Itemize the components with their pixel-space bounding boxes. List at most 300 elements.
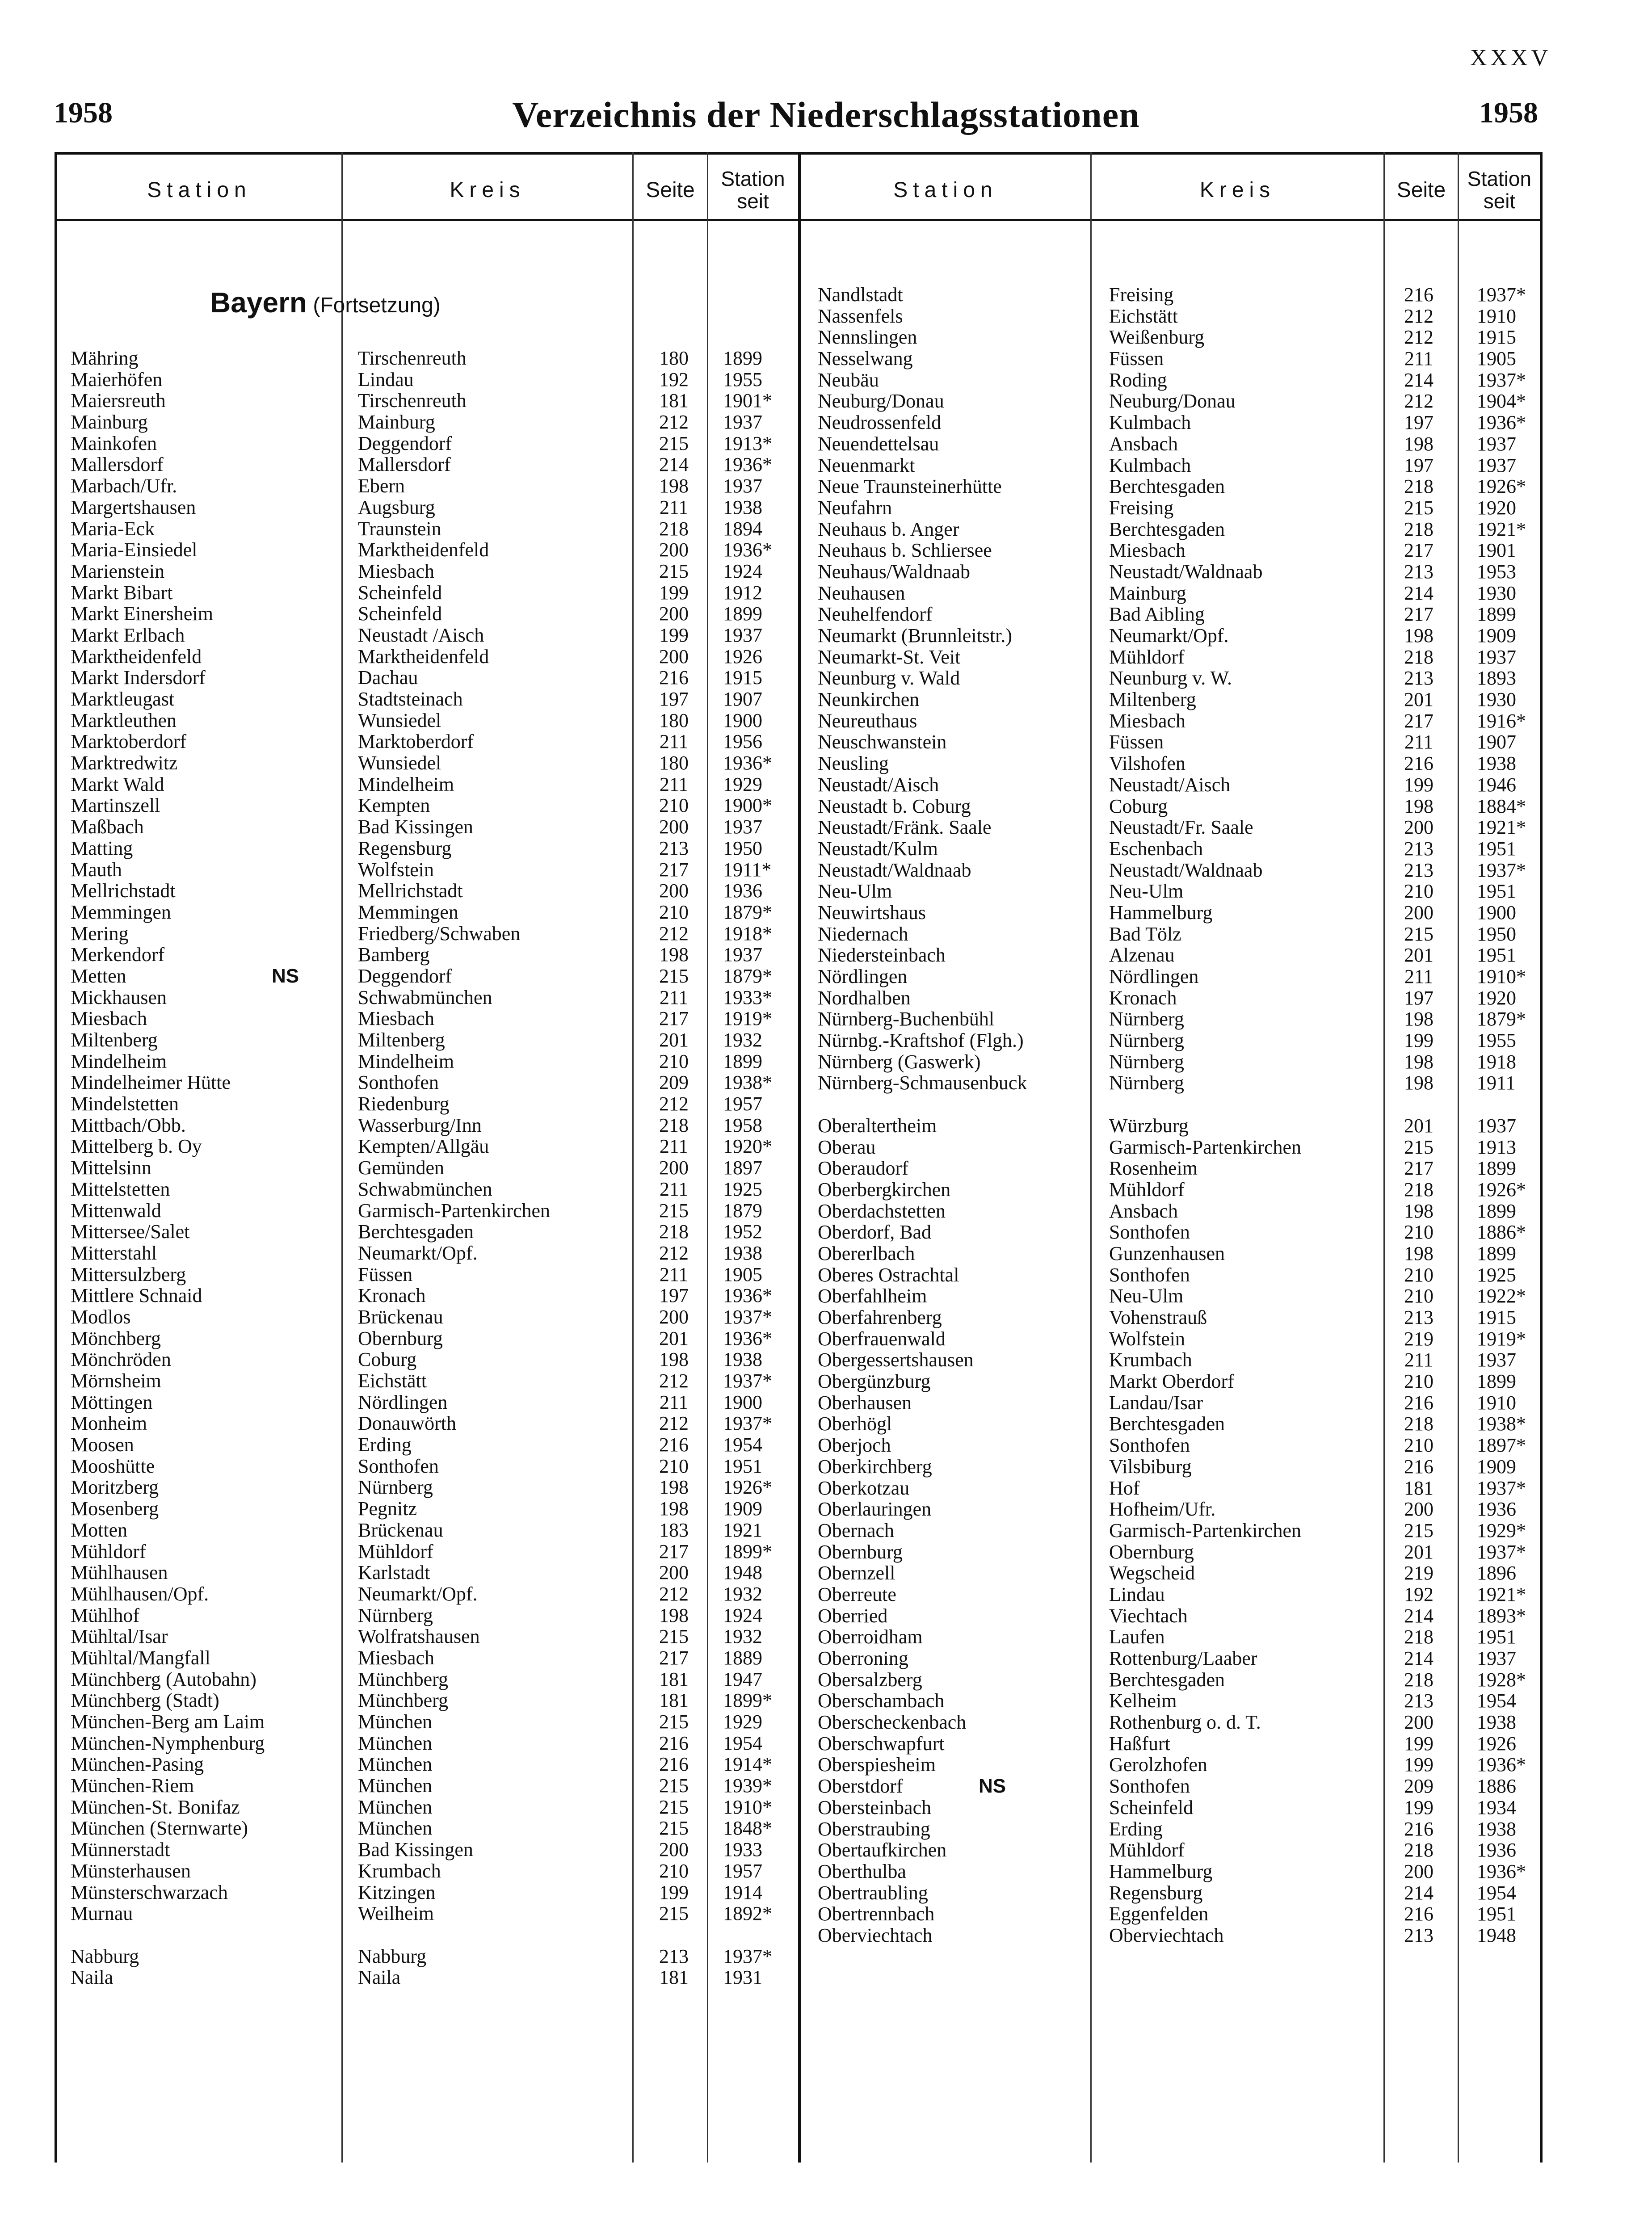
seite-value: 210: [659, 1455, 689, 1477]
table-row: [71, 731, 790, 752]
table-row: [71, 1839, 790, 1860]
station-name: Münchberg (Stadt): [71, 1689, 219, 1712]
seite-value: 210: [659, 1050, 689, 1072]
station-name: Mittlere Schnaid: [71, 1285, 202, 1307]
seite-value: 200: [659, 645, 689, 668]
kreis-name: Münchberg: [358, 1689, 449, 1712]
kreis-name: Deggendorf: [358, 965, 452, 987]
kreis-name: Neuburg/Donau: [1109, 390, 1236, 412]
seite-value: 212: [659, 922, 689, 945]
station-name: Neuwirtshaus: [818, 901, 926, 924]
kreis-name: München: [358, 1796, 433, 1818]
page-number: XXXV: [1470, 45, 1552, 71]
station-name: München-Berg am Laim: [71, 1711, 265, 1733]
seite-value: 209: [1404, 1775, 1433, 1797]
station-name: Oberroidham: [818, 1626, 923, 1648]
station-list-right: [818, 284, 1542, 1946]
station-name: Neufahrn: [818, 496, 892, 519]
seite-value: 215: [659, 432, 689, 454]
seite-value: 200: [659, 1306, 689, 1328]
station-name: Oberhögl: [818, 1413, 892, 1435]
station-name: München (Sternwarte): [71, 1817, 248, 1839]
column-header-station-seit: [708, 161, 798, 219]
station-name: Nürnberg-Buchenbühl: [818, 1008, 995, 1030]
kreis-name: Kempten: [358, 794, 430, 817]
seite-value: 200: [659, 539, 689, 561]
station-seit-value: 1918*: [723, 922, 772, 945]
table-row: [71, 1498, 790, 1520]
station-name: Markt Indersdorf: [71, 667, 206, 689]
station-seit-value: 1921*: [1477, 518, 1526, 540]
station-seit-value: 1920: [1477, 496, 1516, 519]
table-row: [71, 1541, 790, 1562]
station-seit-value: 1939*: [723, 1775, 772, 1797]
station-seit-value: 1951: [723, 1455, 762, 1477]
station-name: Maiersreuth: [71, 390, 166, 412]
table-row: [71, 1860, 790, 1882]
kreis-name: Hof: [1109, 1477, 1140, 1499]
table-row: [71, 667, 790, 689]
station-name: Oberreute: [818, 1583, 896, 1605]
station-seit-value: 1921*: [1477, 816, 1526, 839]
kreis-name: München: [358, 1753, 433, 1776]
table-row: [71, 1328, 790, 1349]
column-header-seite: Seite: [1396, 178, 1446, 202]
station-seit-value: 1929*: [1477, 1519, 1526, 1541]
kreis-name: Erding: [358, 1434, 412, 1456]
station-name: Mönchröden: [71, 1348, 171, 1371]
table-row: [818, 1201, 1542, 1222]
table-row: [818, 1882, 1542, 1904]
table-row: [71, 1392, 790, 1413]
seite-value: 200: [659, 880, 689, 902]
station-list-left: [71, 348, 790, 1988]
station-seit-value: 1928*: [1477, 1668, 1526, 1691]
station-name: Oberthulba: [818, 1860, 906, 1882]
station-name: Markt Einersheim: [71, 603, 213, 625]
station-seit-value: 1955: [723, 368, 762, 391]
kreis-name: Miesbach: [1109, 710, 1186, 732]
kreis-name: Laufen: [1109, 1626, 1165, 1648]
station-seit-value: 1937: [723, 411, 762, 433]
kreis-name: Neustadt /Aisch: [358, 624, 484, 646]
kreis-name: Miltenberg: [1109, 689, 1196, 711]
kreis-name: Miesbach: [1109, 539, 1186, 562]
kreis-name: Mindelheim: [358, 773, 454, 795]
table-row: [818, 1605, 1542, 1627]
seite-value: 217: [1404, 1157, 1433, 1180]
seite-value: 216: [1404, 1818, 1433, 1840]
kreis-name: Neustadt/Aisch: [1109, 773, 1231, 796]
table-row: [71, 1733, 790, 1754]
seite-value: 217: [659, 1540, 689, 1562]
table-row: [818, 306, 1542, 327]
station-name: Mörnsheim: [71, 1370, 161, 1392]
station-seit-value: 1911: [1477, 1072, 1516, 1094]
station-name: Neuhaus b. Anger: [818, 518, 959, 540]
station-seit-value: 1900: [1477, 901, 1516, 924]
station-name: Oberjoch: [818, 1434, 891, 1457]
station-name: Nassenfels: [818, 305, 903, 327]
kreis-name: Schwabmünchen: [358, 986, 492, 1008]
kreis-name: Vohenstrauß: [1109, 1306, 1207, 1328]
station-name: Möttingen: [71, 1391, 153, 1413]
station-seit-value: 1926*: [723, 1476, 772, 1499]
table-row: [818, 1413, 1542, 1435]
station-name: München-Riem: [71, 1775, 194, 1797]
station-seit-value: 1915: [1477, 1306, 1516, 1328]
station-name: Maßbach: [71, 816, 144, 838]
table-row: [818, 1243, 1542, 1264]
station-name: Münchberg (Autobahn): [71, 1668, 256, 1690]
station-seit-value: 1936*: [723, 454, 772, 476]
station-seit-value: 1938*: [1477, 1413, 1526, 1435]
station-name: Nordhalben: [818, 987, 911, 1009]
station-name: Neustadt/Fränk. Saale: [818, 816, 992, 839]
station-name: Münsterhausen: [71, 1860, 191, 1882]
seite-value: 216: [659, 667, 689, 689]
seite-value: 198: [1404, 1200, 1433, 1222]
table-row: [818, 540, 1542, 561]
station-note: NS: [979, 1775, 1006, 1797]
kreis-name: Stadtsteinach: [358, 688, 463, 710]
kreis-name: Freising: [1109, 496, 1174, 519]
station-name: Oberdachstetten: [818, 1200, 946, 1222]
station-name: Mellrichstadt: [71, 880, 176, 902]
kreis-name: Neumarkt/Opf.: [358, 1242, 478, 1264]
kreis-name: Nördlingen: [358, 1391, 448, 1413]
seite-value: 181: [659, 1966, 689, 1989]
station-seit-value: 1919*: [1477, 1327, 1526, 1350]
seite-value: 218: [659, 1114, 689, 1136]
station-seit-value: 1937*: [723, 1945, 772, 1967]
section-heading: [210, 286, 441, 319]
table-row: [818, 710, 1542, 732]
seite-value: 181: [659, 390, 689, 412]
station-seit-value: 1951: [1477, 880, 1516, 903]
station-seit-value: 1904*: [1477, 390, 1526, 412]
kreis-name: Landau/Isar: [1109, 1391, 1203, 1414]
table-row: [818, 625, 1542, 647]
kreis-name: Donauwörth: [358, 1412, 456, 1435]
page-title: Verzeichnis der Niederschlagsstationen: [512, 94, 1140, 135]
station-seit-value: 1932: [723, 1029, 762, 1051]
station-seit-value: 1931: [723, 1966, 762, 1989]
seite-value: 210: [1404, 1370, 1433, 1393]
station-name: Obernach: [818, 1519, 895, 1541]
table-row: [71, 1711, 790, 1733]
table-row: [71, 1306, 790, 1328]
station-seit-value: 1879: [723, 1199, 762, 1222]
table-row: [818, 1903, 1542, 1925]
seite-value: 215: [659, 1775, 689, 1797]
station-seit-value: 1937*: [723, 1306, 772, 1328]
kreis-name: Weißenburg: [1109, 326, 1205, 349]
kreis-name: Nürnberg: [1109, 1050, 1184, 1073]
table-row: [818, 838, 1542, 860]
station-name: Neustadt b. Coburg: [818, 795, 971, 817]
station-seit-value: 1900: [723, 1391, 762, 1413]
table-row: [71, 369, 790, 391]
seite-value: 201: [1404, 944, 1433, 966]
seite-value: 200: [659, 1839, 689, 1861]
station-seit-value: 1951: [1477, 1626, 1516, 1648]
seite-value: 216: [1404, 1455, 1433, 1478]
table-row: [71, 1051, 790, 1072]
column-header-kreis: Kreis: [1199, 178, 1276, 202]
seite-value: 198: [659, 1476, 689, 1499]
seite-value: 199: [659, 1881, 689, 1903]
station-name: Obergünzburg: [818, 1370, 931, 1393]
seite-value: 218: [1404, 1839, 1433, 1861]
seite-value: 213: [659, 837, 689, 859]
station-seit-value: 1922*: [1477, 1285, 1526, 1307]
seite-value: 180: [659, 709, 689, 731]
station-name: Mering: [71, 922, 129, 945]
kreis-name: Nürnberg: [1109, 1008, 1184, 1030]
seite-value: 211: [1404, 348, 1433, 370]
kreis-name: Freising: [1109, 284, 1174, 306]
table-row: [818, 1690, 1542, 1712]
table-row: [818, 1733, 1542, 1755]
kreis-name: Mindelheim: [358, 1050, 454, 1072]
kreis-name: Neu-Ulm: [1109, 880, 1184, 903]
column-header-seite: Seite: [646, 178, 695, 202]
table-row: [818, 647, 1542, 668]
station-name: Mittersee/Salet: [71, 1221, 190, 1243]
kreis-name: Berchtesgaden: [1109, 1668, 1225, 1691]
station-seit-value: 1937*: [723, 1370, 772, 1392]
column-header-station-seit-line2: seit: [1483, 189, 1516, 213]
table-row: [71, 475, 790, 497]
seite-value: 211: [659, 1391, 689, 1413]
kreis-name: Berchtesgaden: [358, 1221, 474, 1243]
seite-value: 218: [659, 517, 689, 540]
station-seit-value: 1915: [1477, 326, 1516, 349]
kreis-name: München: [358, 1817, 433, 1839]
station-name: Niedersteinbach: [818, 944, 946, 966]
station-seit-value: 1913*: [723, 432, 772, 454]
kreis-name: Erding: [1109, 1818, 1163, 1840]
kreis-name: Brückenau: [358, 1306, 443, 1328]
station-seit-value: 1954: [723, 1732, 762, 1754]
table-row: [71, 1370, 790, 1392]
seite-value: 215: [659, 965, 689, 987]
station-seit-value: 1912: [723, 581, 762, 604]
station-seit-value: 1907: [1477, 731, 1516, 753]
kreis-name: München: [358, 1775, 433, 1797]
station-name: Mainkofen: [71, 432, 157, 454]
station-seit-value: 1938: [723, 1242, 762, 1264]
seite-value: 212: [659, 1093, 689, 1115]
table-row: [71, 966, 790, 987]
kreis-name: Marktheidenfeld: [358, 539, 489, 561]
station-name: Oberfahlheim: [818, 1285, 927, 1307]
seite-value: 198: [659, 1604, 689, 1626]
column-header-station-seit: [1459, 161, 1540, 219]
table-row: [71, 561, 790, 582]
table-row: [71, 1434, 790, 1456]
station-name: Markt Bibart: [71, 581, 173, 604]
station-name: Neumarkt (Brunnleitstr.): [818, 625, 1013, 647]
kreis-name: Traunstein: [358, 517, 441, 540]
table-row: [71, 774, 790, 795]
station-seit-value: 1879*: [723, 965, 772, 987]
seite-value: 181: [1404, 1477, 1433, 1499]
station-name: Maria-Einsiedel: [71, 539, 198, 561]
seite-value: 216: [1404, 752, 1433, 775]
kreis-name: Alzenau: [1109, 944, 1175, 966]
station-name: Mühlhof: [71, 1604, 139, 1626]
header-year-right: 1958: [1479, 97, 1538, 129]
table-row: [71, 1349, 790, 1370]
seite-value: 181: [659, 1668, 689, 1690]
seite-value: 211: [659, 986, 689, 1008]
station-seit-value: 1937*: [1477, 1541, 1526, 1563]
seite-value: 210: [1404, 1285, 1433, 1307]
station-name: Obergessertshausen: [818, 1349, 974, 1371]
kreis-name: Rottenburg/Laaber: [1109, 1647, 1257, 1669]
table-row: [818, 284, 1542, 306]
seite-value: 212: [1404, 326, 1433, 349]
station-seit-value: 1932: [723, 1583, 762, 1605]
table-row: [71, 1626, 790, 1647]
kreis-name: Wunsiedel: [358, 752, 441, 774]
kreis-name: Hofheim/Ufr.: [1109, 1498, 1216, 1520]
seite-value: 218: [1404, 475, 1433, 498]
table-row: [71, 1200, 790, 1222]
station-name: Oberried: [818, 1604, 888, 1627]
kreis-name: Kulmbach: [1109, 454, 1191, 476]
station-name: Neunkirchen: [818, 689, 920, 711]
station-name: Marktheidenfeld: [71, 645, 202, 668]
station-seit-value: 1886*: [1477, 1221, 1526, 1243]
station-name: Modlos: [71, 1306, 131, 1328]
station-name: Maierhöfen: [71, 368, 163, 391]
table-row: [71, 923, 790, 945]
station-name: Marktredwitz: [71, 752, 178, 774]
station-name: Oberkotzau: [818, 1477, 910, 1499]
table-row: [71, 433, 790, 454]
seite-value: 217: [1404, 710, 1433, 732]
kreis-name: Krumbach: [358, 1860, 441, 1882]
seite-value: 200: [1404, 1711, 1433, 1734]
station-name: Oberlauringen: [818, 1498, 932, 1520]
station-seit-value: 1896: [1477, 1562, 1516, 1584]
station-name: Oberes Ostrachtal: [818, 1264, 959, 1286]
table-row: [71, 859, 790, 881]
table-row: [818, 327, 1542, 348]
seite-value: 198: [1404, 1008, 1433, 1030]
table-row: [818, 1541, 1542, 1563]
table-row: [818, 1648, 1542, 1669]
station-seit-value: 1918: [1477, 1050, 1516, 1073]
station-seit-value: 1937*: [1477, 1477, 1526, 1499]
table-row: [71, 1967, 790, 1988]
kreis-name: Karlstadt: [358, 1562, 430, 1584]
seite-value: 201: [1404, 1114, 1433, 1137]
seite-value: 215: [659, 1796, 689, 1818]
table-row: [71, 1583, 790, 1605]
station-seit-value: 1956: [723, 731, 762, 753]
table-row: [71, 1754, 790, 1775]
station-name: Mittelsinn: [71, 1157, 151, 1179]
table-row: [818, 1925, 1542, 1946]
station-name: Mühldorf: [71, 1540, 146, 1562]
station-seit-value: 1948: [1477, 1924, 1516, 1946]
station-name: Nesselwang: [818, 348, 913, 370]
station-name: München-Pasing: [71, 1753, 204, 1776]
table-row: [71, 710, 790, 731]
station-name: Monheim: [71, 1412, 147, 1435]
kreis-name: Neustadt/Waldnaab: [1109, 560, 1263, 583]
blank-row: [818, 1094, 1542, 1115]
station-name: Markt Erlbach: [71, 624, 185, 646]
station-name: Metten: [71, 965, 126, 987]
seite-value: 212: [659, 1583, 689, 1605]
seite-value: 200: [659, 1562, 689, 1584]
kreis-name: Coburg: [358, 1348, 417, 1371]
station-seit-value: 1950: [1477, 923, 1516, 945]
column-header-station: Station: [147, 178, 252, 202]
kreis-name: Neunburg v. W.: [1109, 667, 1232, 689]
kreis-name: Bad Tölz: [1109, 923, 1181, 945]
column-header-station-seit-line1: Station: [1467, 167, 1532, 190]
station-name: Neureuthaus: [818, 710, 917, 732]
seite-value: 192: [1404, 1583, 1433, 1605]
station-name: Moritzberg: [71, 1476, 159, 1499]
seite-value: 217: [1404, 539, 1433, 562]
station-name: Moosen: [71, 1434, 134, 1456]
table-row: [71, 795, 790, 816]
table-row: [818, 881, 1542, 902]
seite-value: 218: [1404, 1178, 1433, 1201]
kreis-name: Schwabmünchen: [358, 1178, 492, 1200]
station-seit-value: 1926: [723, 645, 762, 668]
kreis-name: Gunzenhausen: [1109, 1242, 1225, 1264]
station-name: Oberaltertheim: [818, 1114, 937, 1137]
kreis-name: Weilheim: [358, 1902, 434, 1925]
kreis-name: Augsburg: [358, 496, 435, 518]
station-name: Neue Traunsteinerhütte: [818, 475, 1002, 498]
table-row: [71, 1520, 790, 1541]
table-row: [71, 497, 790, 518]
station-name: Obersteinbach: [818, 1796, 932, 1818]
kreis-name: Mellrichstadt: [358, 880, 463, 902]
table-row: [818, 689, 1542, 710]
seite-value: 212: [659, 411, 689, 433]
station-seit-value: 1899: [1477, 1370, 1516, 1393]
blank-row: [71, 1924, 790, 1946]
table-row: [71, 1647, 790, 1669]
station-seit-value: 1913: [1477, 1136, 1516, 1158]
seite-value: 180: [659, 347, 689, 369]
table-row: [818, 1562, 1542, 1584]
station-name: Neunburg v. Wald: [818, 667, 960, 689]
table-row: [71, 1093, 790, 1115]
station-seit-value: 1919*: [723, 1008, 772, 1030]
table-row: [818, 966, 1542, 987]
table-row: [71, 646, 790, 668]
table-left-border: [55, 152, 57, 2163]
seite-value: 215: [659, 1817, 689, 1839]
station-name: Marktleuthen: [71, 709, 177, 731]
station-seit-value: 1957: [723, 1093, 762, 1115]
station-seit-value: 1951: [1477, 837, 1516, 860]
station-name: Neuenmarkt: [818, 454, 915, 476]
table-row: [818, 604, 1542, 625]
table-row: [71, 625, 790, 646]
